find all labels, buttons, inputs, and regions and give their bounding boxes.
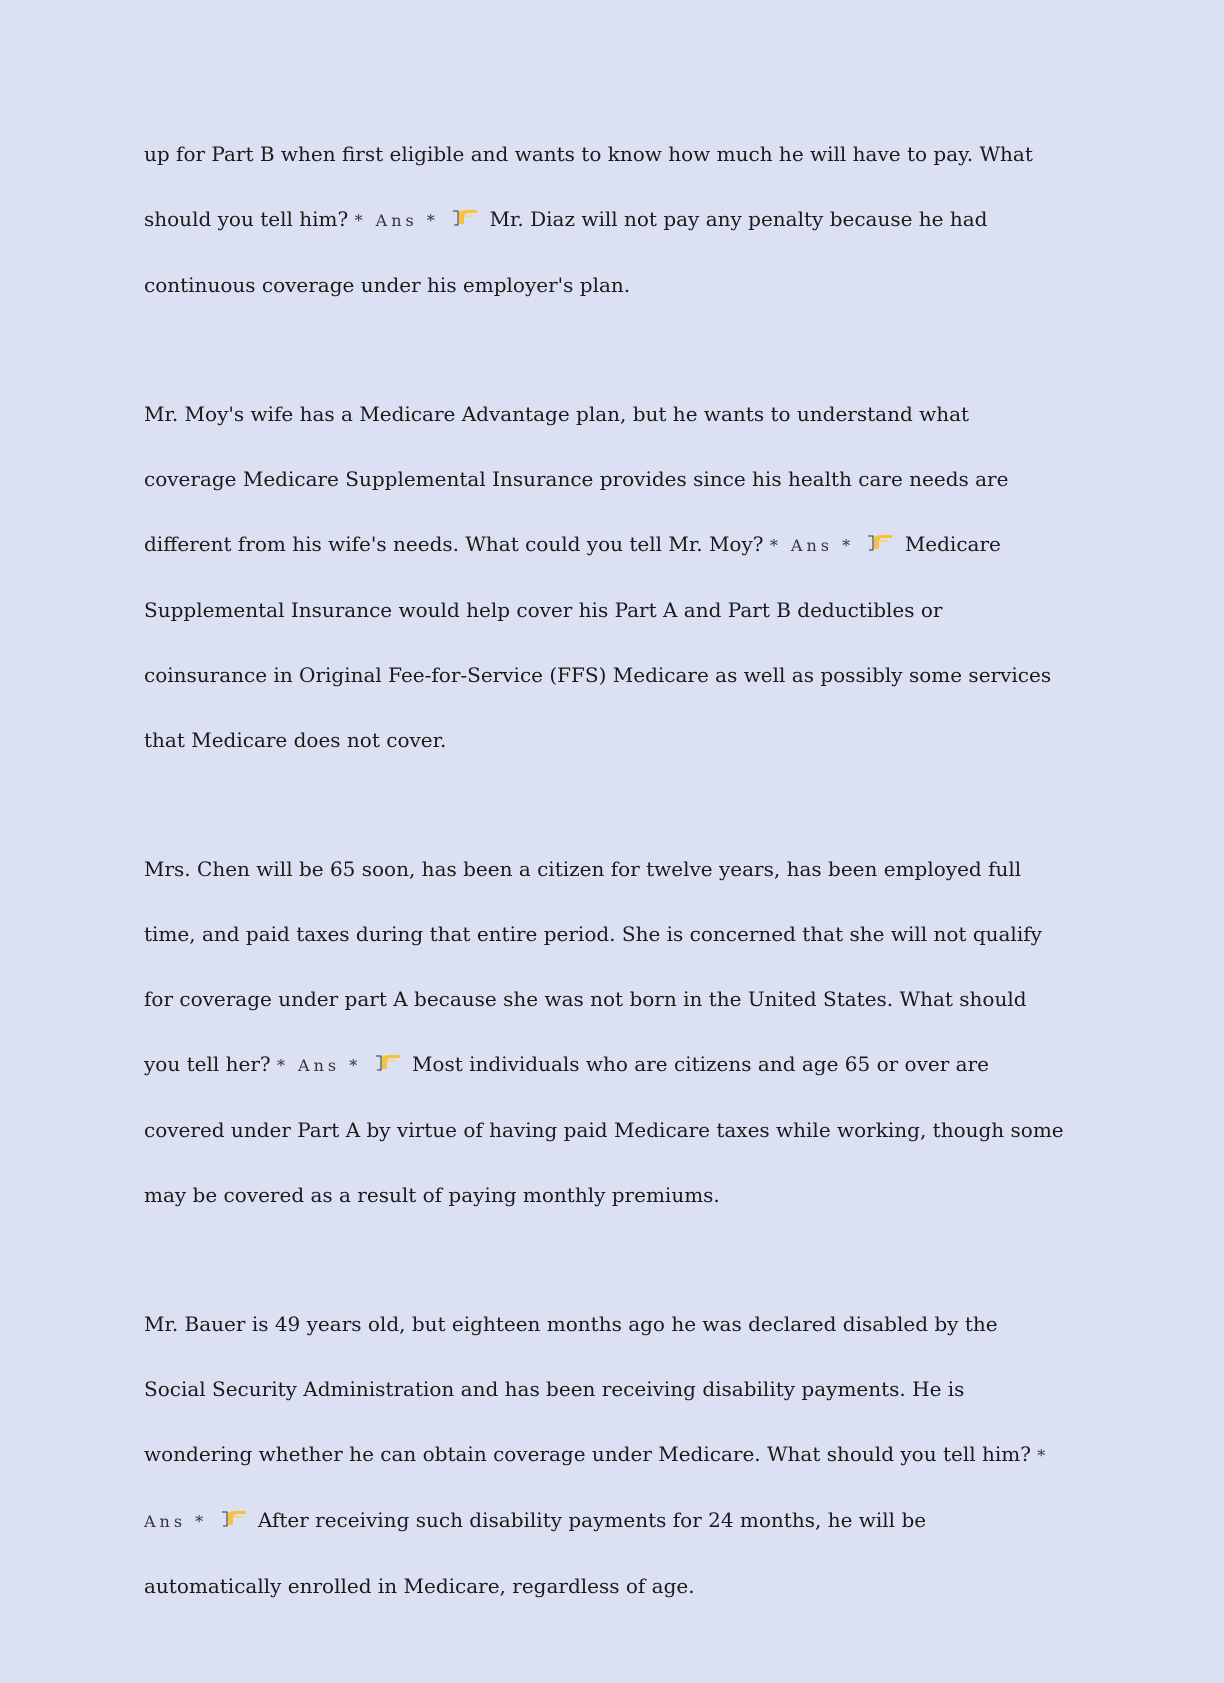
qa-item (144, 1292, 1064, 1619)
qa-item (144, 122, 1064, 318)
answer-text: Medicare Supplemental Insurance would help cover his Part A and Part B deductibles or coinsurance in Original Fee-for-Service (FFS) Medicare as well as possibly some services that Medicare does not cover. (144, 532, 1052, 752)
answer-tag: * Ans * (276, 1056, 362, 1075)
pointing-hand-icon (451, 208, 479, 228)
question-text: Mrs. Chen will be 65 soon, has been a citizen for twelve years, has been employed full time, and paid taxes during that entire period. She is concerned that she will not qualify for coverage under part A because she was not born in the United States. What should you tell her? (144, 857, 1042, 1076)
question-text: Mr. Moy's wife has a Medicare Advantage plan, but he wants to understand what coverage Medicare Supplemental Insurance provides since his health care needs are different from his wife's needs. What could you tell Mr. Moy? (144, 402, 1009, 556)
pointing-hand-icon (374, 1053, 402, 1073)
question-text: Mr. Bauer is 49 years old, but eighteen months ago he was declared disabled by the Social Security Administration and has been receiving disability payments. He is wondering whether he can obtain coverage under Medicare. What should you tell him? (144, 1312, 1031, 1466)
pointing-hand-icon (866, 533, 894, 553)
answer-text: Mr. Diaz will not pay any penalty because he had continuous coverage under his employer's plan. (144, 207, 988, 297)
answer-text: Most individuals who are citizens and age 65 or over are covered under Part A by virtue of having paid Medicare taxes while working, though some may be covered as a result of paying monthly premiums. (144, 1052, 1064, 1207)
answer-tag: * Ans * (769, 536, 855, 555)
qa-item (144, 382, 1064, 773)
pointing-hand-icon (220, 1509, 248, 1529)
question-text: up for Part B when first eligible and wants to know how much he will have to pay. What should you tell him? (144, 142, 1033, 231)
qa-item (144, 837, 1064, 1228)
answer-tag: * Ans * (144, 1446, 1050, 1531)
document-page (144, 122, 1064, 1683)
answer-tag: * Ans * (354, 211, 439, 230)
answer-text: After receiving such disability payments for 24 months, he will be automatically enrolled in Medicare, regardless of age. (144, 1508, 927, 1598)
